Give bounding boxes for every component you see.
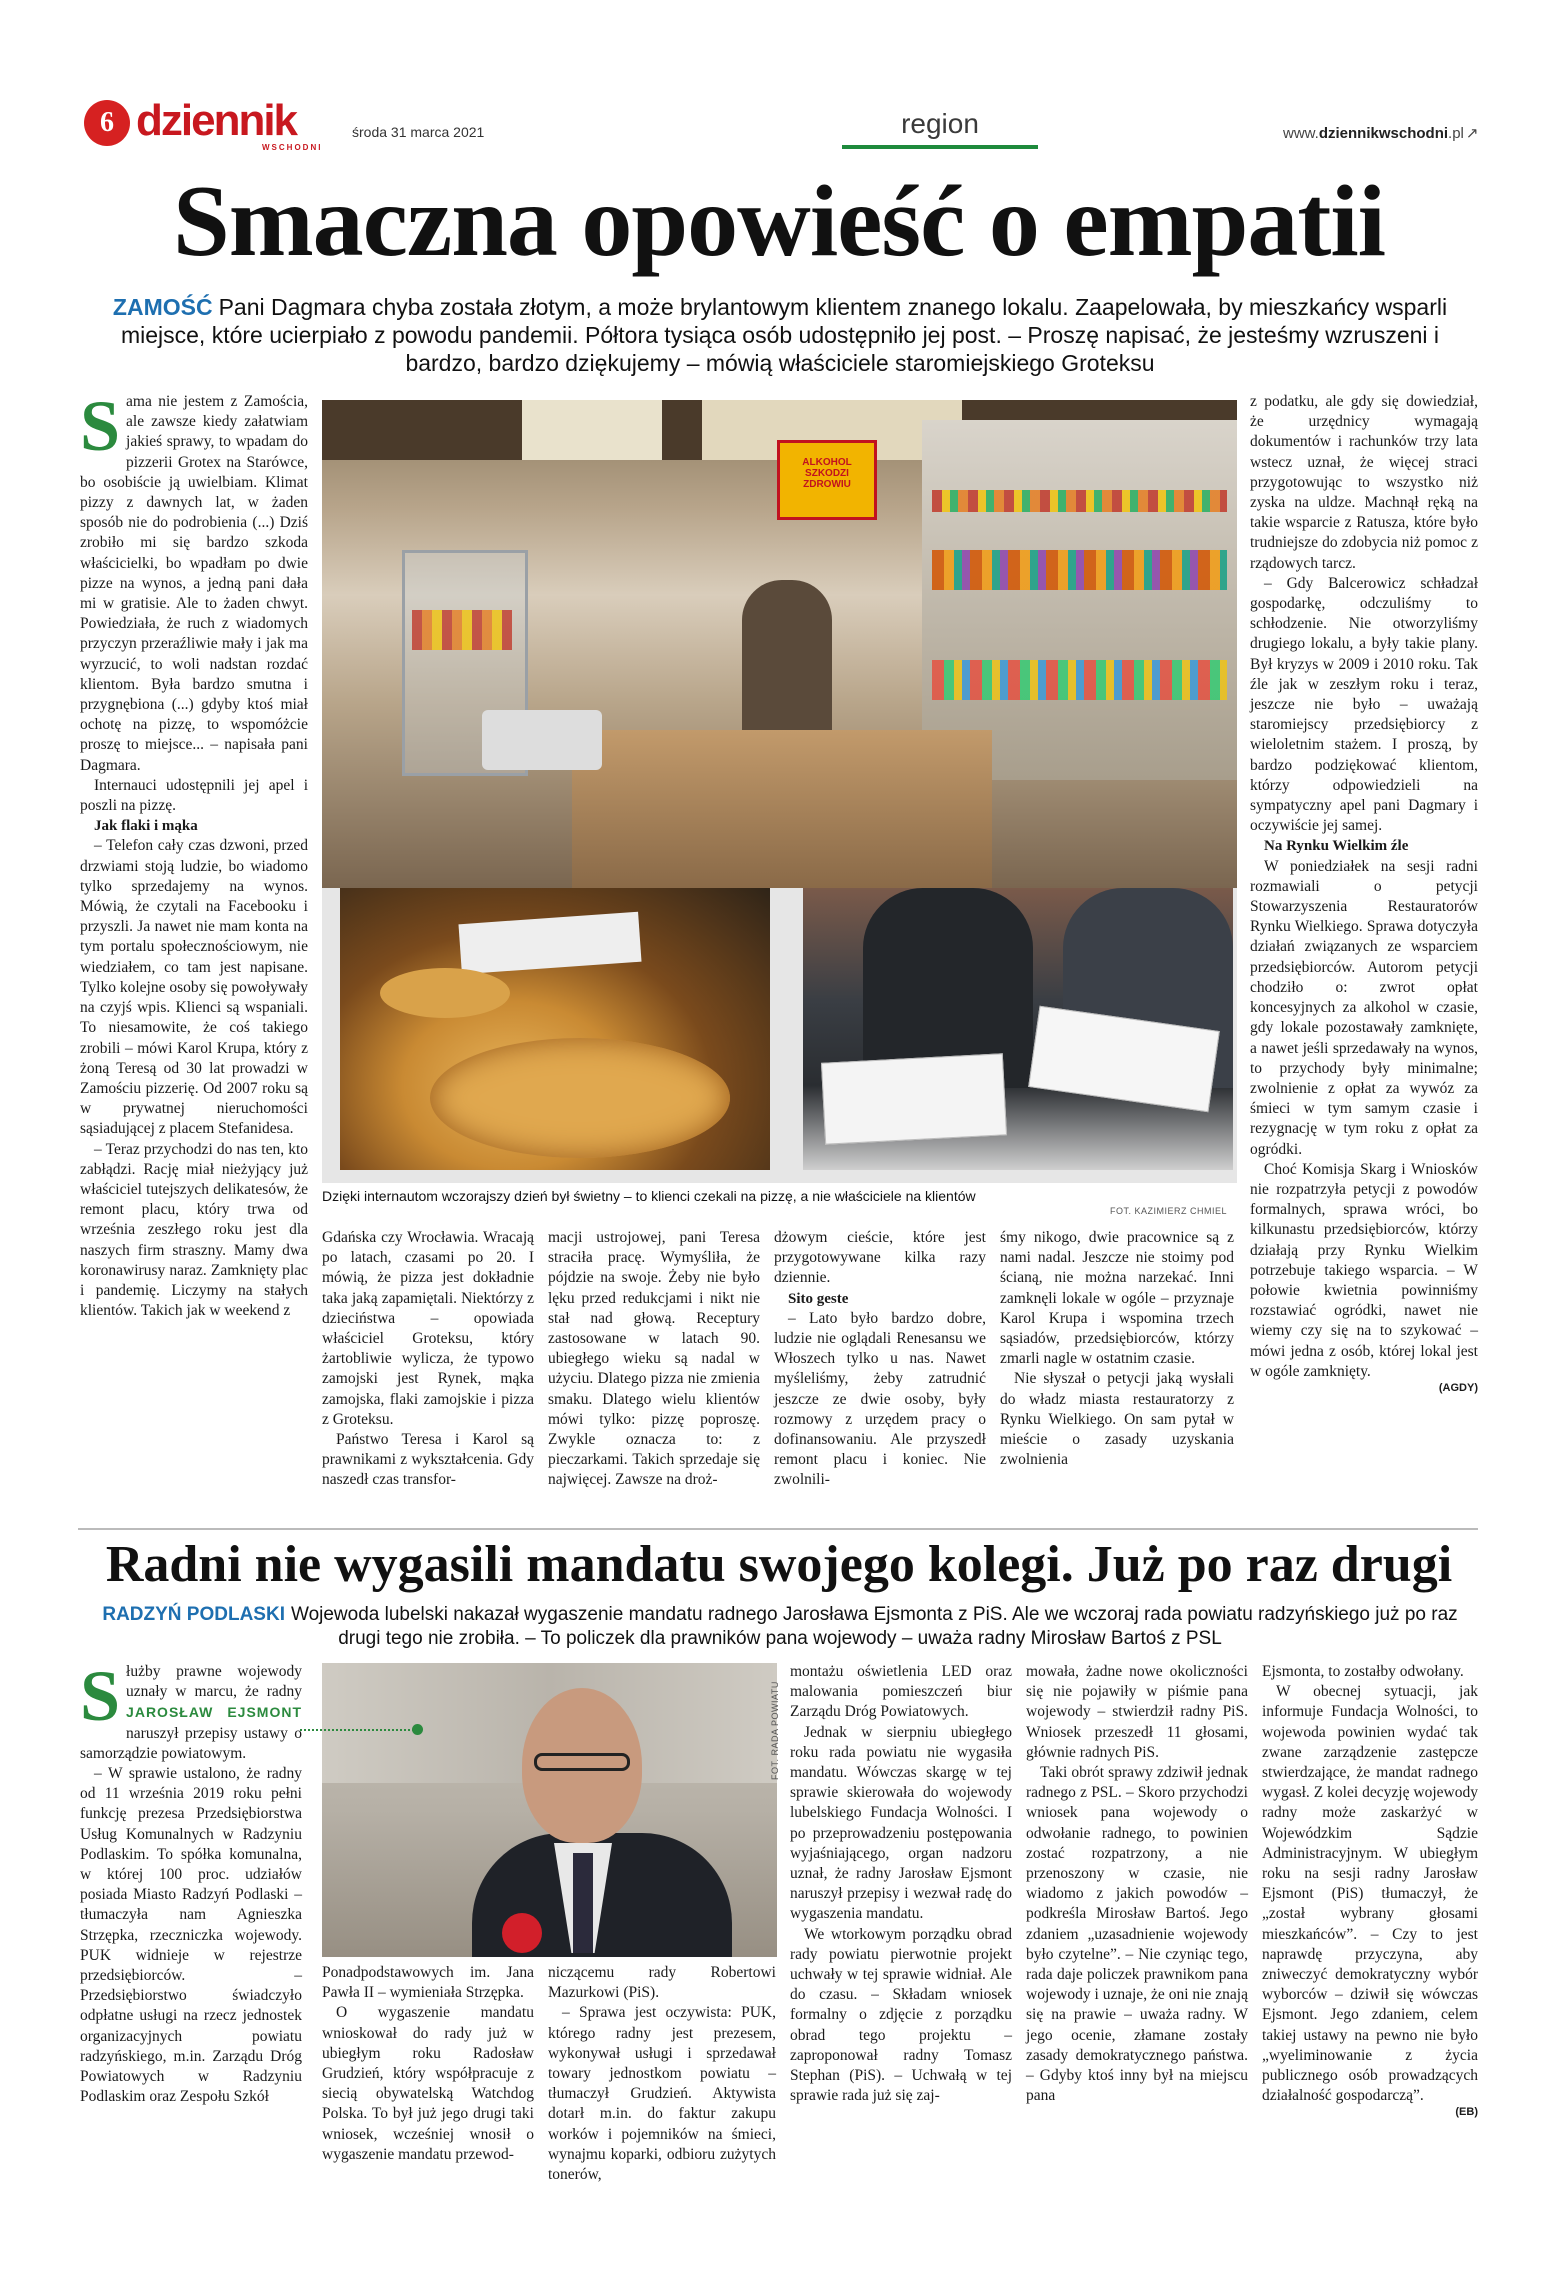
article2-col3-p1: niczącemu rady Robertowi Mazurkowi (PiS). bbox=[548, 1964, 776, 2002]
article1-subhead-1: Jak flaki i mąka bbox=[94, 818, 198, 835]
article1-col2-p2: Państwo Teresa i Karol są prawnikami z wykształcenia. Gdy naszedł czas transfor- bbox=[322, 1431, 534, 1489]
article1-col6-p4: Choć Komisja Skarg i Wniosków nie rozpatrzyła petycji z powodów formalnych, sprawa wróci, bo kilkunastu przedsiębiorców, którzy działają przy Rynku Wielkim potrzebuje takiego wsparcia. – W połowie kwietnia powinniśmy rozstawiać ogródki, nawet nie wiemy czy się na to szykować – mówi jedna z osób, której lokal jest w ogóle zamknięty. bbox=[1250, 1160, 1478, 1380]
article2-headline: Radni nie wygasili mandatu swojego kolegi. Już po raz drugi bbox=[105, 1536, 1453, 1593]
article2-col1-intro: łużby prawne wojewody uznały w marcu, że radny bbox=[126, 1663, 302, 1701]
article2-lead bbox=[80, 1603, 1480, 1651]
article2-col5-p1: mowała, żadne nowe okoliczności się nie pojawiły w piśmie pana wojewody – stwierdził radny PiS. Wniosek przeszedł 11 głosami, głównie radnych PiS. bbox=[1026, 1663, 1248, 1761]
article1-col5-p1: śmy nikogo, dwie pracownice są z nami nadal. Jeszcze nie stoimy pod ścianą, nie można narzekać. Inni zamknęli lokale w ogóle – przyznaje Karol Krupa i wspomina trzech sąsiadów, przedsiębiorców, którzy zmarli nagle w ostatnim czasie. bbox=[1000, 1229, 1234, 1368]
article1-column-3 bbox=[548, 1228, 760, 1508]
cursor-icon: ↗ bbox=[1465, 125, 1479, 142]
website-main: dziennikwschodni bbox=[1318, 125, 1449, 142]
drop-cap: S bbox=[80, 386, 121, 466]
article1-col1-p3: – Telefon cały czas dzwoni, przed drzwiami stoją ludzie, bo wiadomo tylko sprzedajemy na wynos. Mówią, że czytali na Facebooku i przyszli. Ja nawet nie mam konta na tym portalu społecznościowym, nie wiedziałem, co tam jest napisane. Tylko kolejne osoby się powoływały na czyjś wpis. Klienci są wspaniali. To niesamowite, że coś takiego zrobili – mówi Karol Krupa, który z żoną Teresą od 30 lat prowadzi w Zamościu pizzerię. Od 2007 roku są w prywatnej nieruchomości sąsiadującej z placem Stefanidesa. bbox=[80, 837, 308, 1138]
article2-col2-p2: O wygaszenie mandatu wnioskował do rady już w ubiegłym roku Radosław Grudzień, który współpracuje z siecią obywatelską Watchdog Polska. To był już jego drugi taki wniosek, wcześniej wnosił o wygaszenie mandatu przewod- bbox=[322, 2004, 534, 2163]
article2-location: RADZYŃ PODLASKI bbox=[102, 1604, 285, 1625]
article1-signature: (AGDY) bbox=[1438, 1381, 1478, 1394]
article2-col1-p2: – W sprawie ustalono, że radny od 11 września 2019 roku pełni funkcję prezesa Przedsiębiorstwa Usług Komunalnych w Radzyniu Podlaskim. To spółka komunalna, w której 100 proc. udziałów posiada Miasto Radzyń Podlaski – tłumaczyła nam Agnieszka Strzępka, rzeczniczka wojewody. PUK widnieje w rejestrze przedsiębiorców. – Przedsiębiorstwo świadczyło odpłatne usługi na rzecz jednostek organizacyjnych powiatu radzyńskiego, m.in. Zarządu Dróg Powiatowych w Radzyniu Podlaskim oraz Zespołu Szkół bbox=[80, 1765, 302, 2106]
section-underline bbox=[842, 145, 1038, 149]
article2-column-3 bbox=[548, 1963, 776, 2263]
article2-col3-p2: – Sprawa jest oczywista: PUK, którego radny jest prezesem, wykonywał usługi i sprzedawał towary jednostkom powiatu – tłumaczył Grudzień. Aktywista dotarł m.in. do faktur zakupu worków i pojemników na śmieci, wynajmu koparki, odbioru zużytych tonerów, bbox=[548, 2004, 776, 2184]
alcohol-warning-sign: ALKOHOL SZKODZI ZDROWIU bbox=[777, 440, 877, 520]
article1-subhead-3: Na Rynku Wielkim źle bbox=[1264, 838, 1409, 855]
article2-column-5 bbox=[1026, 1662, 1248, 2262]
website-link[interactable] bbox=[1283, 124, 1478, 142]
article2-col4-p1: montażu oświetlenia LED oraz malowania pomieszczeń biur Zarządu Dróg Powiatowych. bbox=[790, 1663, 1012, 1721]
article2-column-6 bbox=[1262, 1662, 1478, 2262]
issue-date: środa 31 marca 2021 bbox=[352, 124, 485, 140]
article2-col6-p2: W obecnej sytuacji, jak informuje Fundacja Wolności, to wojewoda powinien wydać tak zwane zarządzenie zastępcze stwierdzające, że mandat radnego wygasł. Z kolei decyzję wojewody radny może zaskarżyć w Wojewódzkim Sądzie Administracyjnym. W ubiegłym roku na sesji radny Jarosław Ejsmont (PiS) tłumaczył, że „został wybrany głosami mieszkańców”. – Czy to jest naprawdę przyczyna, aby zniweczyć demokratyczny wybór wyborców – dziwił się wówczas Ejsmont. Jego zdaniem, celem takiej ustawy na pewno nie było „wyeliminowanie z życia publicznego osób prowadzących działalność gospodarczą”. bbox=[1262, 1683, 1478, 2105]
article2-column-4 bbox=[790, 1662, 1012, 2262]
newspaper-logo[interactable]: dziennik bbox=[136, 96, 297, 145]
councillor-portrait-photo bbox=[322, 1663, 777, 1957]
article2-col6-p1: Ejsmonta, to zostałby odwołany. bbox=[1262, 1663, 1464, 1680]
article2-lead-text: Wojewoda lubelski nakazał wygaszenie mandatu radnego Jarosława Ejsmonta z PiS. Ale we wczoraj rada powiatu radzyńskiego już po raz drugi tego nie zrobiła. – To policzek dla prawników pana wojewody – uważa radny Mirosław Bartoś z PSL bbox=[290, 1604, 1458, 1649]
photo-caption: Dzięki internautom wczorajszy dzień był świetny – to klienci czekali na pizzę, a nie właściciele na klientów bbox=[322, 1188, 976, 1204]
website-suffix: .pl bbox=[1448, 125, 1464, 142]
article1-column-5 bbox=[1000, 1228, 1234, 1508]
photo-credit-2: FOT. RADA POWIATU bbox=[770, 1681, 780, 1780]
article1-column-2 bbox=[322, 1228, 534, 1508]
article1-column-1 bbox=[80, 386, 308, 1502]
article1-column-4 bbox=[774, 1228, 986, 1508]
article1-col6-p3: W poniedziałek na sesji radni rozmawiali o petycji Stowarzyszenia Restauratorów Rynku Wielkiego. Sprawa dotyczyła działań związanych ze wsparciem przedsiębiorców. Autorom petycji chodziło o: zwrot opłat koncesyjnych za alkohol w czasie, gdy lokale pozostawały zamknięte, a nawet jeśli sprzedawały na wynos, to przychody były minimalne; zwolnienie z opłat za wywóz za śmieci w tym samym czasie i rezygnację w tym roku z opłat za ogródki. bbox=[1250, 857, 1478, 1158]
article1-subhead-2: Sito geste bbox=[788, 1290, 849, 1307]
article1-col1-p4: – Teraz przychodzi do nas ten, kto zabłądzi. Rację miał nieżyjący już właściciel tutejszych delikatesów, że remont placu, który trwa od września zeszłego roku jest dla naszych firm straszny. Mamy dwa koronawirusy naraz. Zamknięty plac i pandemię. Liczymy na stałych klientów. Takich jak w weekend z bbox=[80, 1140, 308, 1320]
page-number: 6 bbox=[84, 100, 130, 146]
article1-column-6 bbox=[1250, 392, 1478, 1512]
article1-lead bbox=[80, 293, 1480, 377]
highlighted-name: JAROSŁAW EJSMONT bbox=[126, 1704, 302, 1721]
article1-headline: Smaczna opowieść o empatii bbox=[172, 165, 1386, 278]
article2-col4-p2: Jednak w sierpniu ubiegłego roku rada powiatu nie wygasiła mandatu. Wówczas skargę w tej sprawie skierowała do wojewody lubelskiego Fundacja Wolności. I po przeprowadzeniu postępowania wyjaśniającego, organ nadzoru uznał, że radny Jarosław Ejsmont naruszył przepisy i wezwał radę do wygaszenia mandatu. bbox=[790, 1723, 1012, 1923]
article2-column-2 bbox=[322, 1963, 534, 2263]
pizzeria-counter-photo bbox=[322, 400, 1237, 888]
article1-col6-p1: z podatku, ale gdy się dowiedział, że urzędnicy wymagają dokumentów i rachunków trzy lata wstecz uznał, że więcej straci przygotowując to wszystko niż zyska na uldze. Machnął ręką na takie wsparcie z Ratusza, które było trudniejsze do zdobycia niż pomoc z rządowych tarcz. bbox=[1250, 393, 1478, 572]
name-connector-line bbox=[300, 1729, 418, 1731]
article2-col1-cont: naruszył przepisy ustawy o samorządzie powiatowym. bbox=[80, 1724, 302, 1762]
article2-column-1 bbox=[80, 1656, 302, 2262]
article2-signature: (EB) bbox=[1455, 2106, 1478, 2119]
photo-credit: FOT. KAZIMIERZ CHMIEL bbox=[1110, 1206, 1228, 1216]
article1-col3-p1: macji ustrojowej, pani Teresa straciła pracę. Wymyśliła, że pójdzie na swoje. Żeby nie było lęku przed redukcjami i nikt nie stał nad głową. Receptury zastosowane w latach 90. ubiegłego wieku są nadal w użyciu. Dlatego pizza nie zmienia smaku. Dlatego wielu klientów mówi tylko: pizzę poproszę. Zwykle oznacza to: z pieczarkami. Takich sprzedaje się najwięcej. Zawsze na droż- bbox=[548, 1229, 760, 1489]
drop-cap: S bbox=[80, 1656, 121, 1736]
article1-col4-p1: dżowym cieście, które jest przygotowywane kilka razy dziennie. bbox=[774, 1229, 986, 1287]
article1-col1-p2: Internauci udostępnili jej apel i poszli na pizzę. bbox=[80, 776, 308, 815]
newspaper-logo-subtitle: WSCHODNI bbox=[262, 143, 323, 152]
article1-col6-p2: – Gdy Balcerowicz schładzał gospodarkę, odczuliśmy to schłodzenie. Nie otworzyliśmy drugiego lokalu, a były takie plany. Był kryzys w 2009 i 2010 roku. Tak źle jak w zeszłym roku i teraz, jeszcze nie było – uważają staromiejscy przedsiębiorcy z wieloletnim stażem. I proszą, by bardzo podziękować klientom, którzy odpowiedzieli na sympatyczny apel pani Dagmary i oczywiście jej samej. bbox=[1250, 574, 1478, 835]
article1-col2-p1: Gdańska czy Wrocławia. Wracają po latach, czasami po 20. I mówią, że pizza jest dokładnie taka jaką zapamiętali. Niektórzy z dzieciństwa – opowiada właściciel Groteksu, który żartobliwie wylicza, że typowo zamojski jest Rynek, mąka zamojska, flaki zamojskie i pizza z Groteksu. bbox=[322, 1229, 534, 1428]
article1-col1-intro: ama nie jestem z Zamościa, ale zawsze kiedy załatwiam jakieś sprawy, to wpadam do pizzerii Grotex na Starówce, bo osobiście ją uwielbiam. Klimat pizzy z dawnych lat, w żaden sposób nie do podrobienia (...) Dziś zrobiło mi się bardzo szkoda właścicielki, bo wpadłam po dwie pizze na wynos, a jedną pani dała mi w gratisie. Ale to żaden chwyt. Powiedziała, że ruch z wiadomych przyczyn przeraźliwie mały i jak ma wyrzucić, to woli nadstan rozdać klientom. Była bardzo smutna i przygnębiona (...) gdyby ktoś miał ochotę na pizzę, to wspomóżcie proszę to miejsce... – napisała pani Dagmara. bbox=[80, 393, 308, 774]
article1-lead-text: Pani Dagmara chyba została złotym, a może brylantowym klientem znanego lokalu. Zaapelowała, by mieszkańcy wsparli miejsce, które ucierpiało z powodu pandemii. Półtora tysiąca osób udostępniło jej post. – Proszę napisać, że jesteśmy wzruszeni i bardzo, bardzo dziękujemy – mówią właściciele staromiejskiego Groteksu bbox=[120, 294, 1448, 376]
website-prefix: www. bbox=[1283, 125, 1319, 142]
pizzas-in-boxes-photo bbox=[340, 888, 770, 1170]
customers-with-pizza-boxes-photo bbox=[803, 888, 1233, 1170]
article2-col4-p3: We wtorkowym porządku obrad rady powiatu pierwotnie projekt uchwały w tej sprawie widniał. Ale do czasu. – Składam wniosek formalny o zdjęcie z porządku obrad tego projektu – zaproponował radny Tomasz Stephan (PiS). – Uchwałą w tej sprawie rada już się zaj- bbox=[790, 1925, 1012, 2105]
section-label: region bbox=[901, 108, 979, 139]
article1-location: ZAMOŚĆ bbox=[112, 294, 213, 320]
name-connector-dot bbox=[412, 1724, 423, 1735]
article2-col2-p1: Ponadpodstawowych im. Jana Pawła II – wymieniała Strzępka. bbox=[322, 1964, 534, 2002]
article1-col5-p2: Nie słyszał o petycji jaką wysłali do władz miasta restauratorzy z Rynku Wielkiego. On sam pytał w mieście o zasady uzyskania zwolnienia bbox=[1000, 1370, 1234, 1469]
article2-col5-p2: Taki obrót sprawy zdziwił jednak radnego z PSL. – Skoro przychodzi wniosek pana wojewody o odwołanie radnego, to powinien zostać rozpatrzony, a nie przenoszony w czasie, nie wiadomo z jakich powodów – podkreśla Mirosław Bartoś. Jego zdaniem „uzasadnienie wojewody było czytelne”. – Nie czyniąc tego, rada daje policzek prawnikom pana wojewody i uznaje, że oni nie znają się na prawie – uważa radny. W jego ocenie, złamane zostały zasady demokratycznego państwa. – Gdyby ktoś inny był na miejscu pana bbox=[1026, 1764, 1248, 2105]
article1-col4-p2: – Lato było bardzo dobre, ludzie nie oglądali Renesansu we Włoszech tylko u nas. Nawet myśleliśmy, żeby zatrudnić jeszcze ze dwie osoby, były rozmowy z urzędem pracy o dofinansowaniu. Ale przyszedł remont placu i koniec. Nie zwolnili- bbox=[774, 1309, 986, 1489]
